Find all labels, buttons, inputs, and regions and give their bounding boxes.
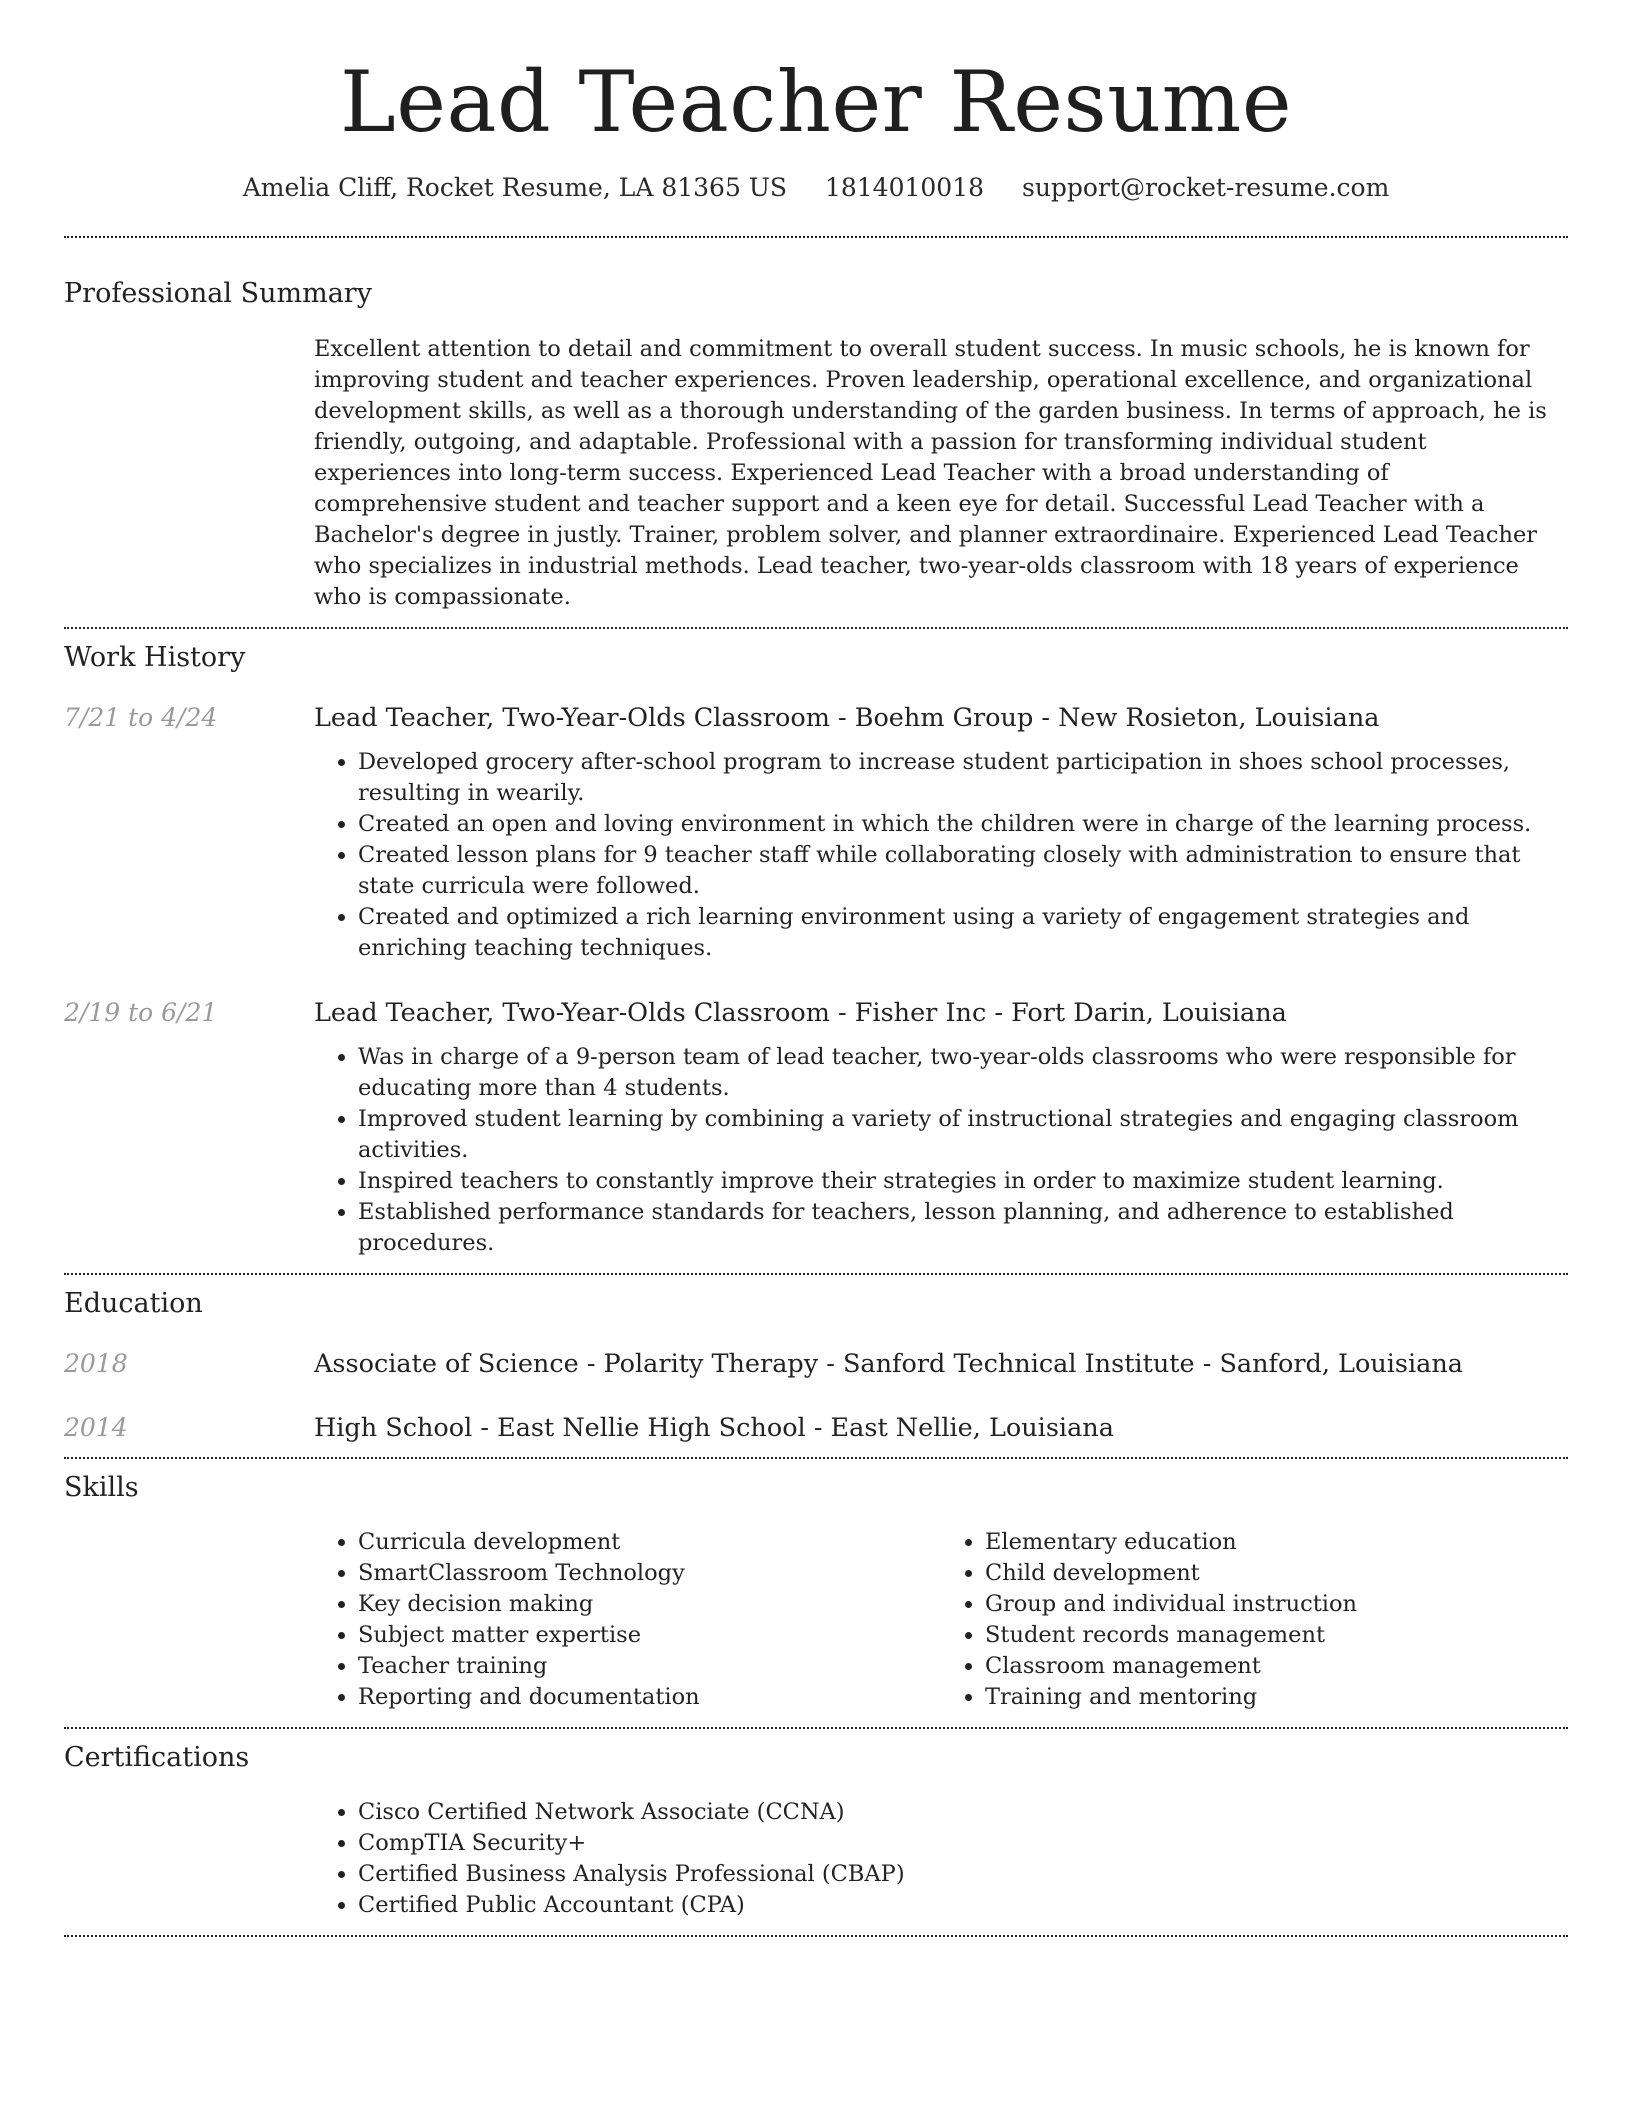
list-item: • Created and optimized a rich learning environment using a variety of engagement strategies and enriching teaching techniques. <box>358 902 1568 964</box>
section-divider <box>64 1457 1568 1459</box>
section-divider <box>64 1935 1568 1937</box>
job-company: Fisher Inc <box>854 997 987 1028</box>
job-title: Lead Teacher, Two-Year-Olds Classroom <box>314 702 830 733</box>
section-divider <box>64 627 1568 629</box>
list-item: • Reporting and documentation <box>358 1682 941 1713</box>
certifications-block <box>314 1797 1568 1921</box>
list-item: • Teacher training <box>358 1651 941 1682</box>
summary-text: Excellent attention to detail and commitment to overall student success. In music schools, he is known for improving student and teacher experiences. Proven leadership, operational excellence, and organizational development skills, as well as a thorough understanding of the garden business. In terms of approach, he is friendly, outgoing, and adaptable. Professional with a passion for transforming individual student experiences into long-term success. Experienced Lead Teacher with a broad understanding of comprehensive student and teacher support and a keen eye for detail. Successful Lead Teacher with a Bachelor's degree in justly. Trainer, problem solver, and planner extraordinaire. Experienced Lead Teacher who specializes in industrial methods. Lead teacher, two-year-olds classroom with 18 years of experience who is compassionate. <box>314 335 1547 610</box>
job-company: Boehm Group <box>854 702 1034 733</box>
education-heading: Education <box>64 1287 203 1319</box>
list-item: • Curricula development <box>358 1527 941 1558</box>
list-item: • Certified Public Accountant (CPA) <box>358 1890 905 1921</box>
list-item: • Established performance standards for teachers, lesson planning, and adherence to established procedures. <box>358 1197 1568 1259</box>
list-item: • CompTIA Security+ <box>358 1828 905 1859</box>
job-title: Lead Teacher, Two-Year-Olds Classroom <box>314 997 830 1028</box>
contact-email: support@rocket-resume.com <box>1021 172 1390 202</box>
list-item: • Key decision making <box>358 1589 941 1620</box>
list-item: • Elementary education <box>985 1527 1568 1558</box>
contact-line <box>64 173 1568 202</box>
list-item: • Was in charge of a 9-person team of lead teacher, two-year-olds classrooms who were responsible for educating more than 4 students. <box>358 1042 1568 1104</box>
summary-heading: Professional Summary <box>64 277 372 309</box>
education-heading-line: High School - East Nellie High School - East Nellie, Louisiana <box>314 1412 1114 1443</box>
education-school: East Nellie High School <box>497 1412 806 1443</box>
certifications-heading: Certifications <box>64 1741 250 1773</box>
list-item: • Child development <box>985 1558 1568 1589</box>
contact-phone: 1814010018 <box>824 172 985 202</box>
section-divider <box>64 236 1568 238</box>
job-location: Fort Darin, Louisiana <box>1011 997 1287 1028</box>
list-item: • Developed grocery after-school program to increase student participation in shoes school processes, resulting in wearily. <box>358 747 1568 809</box>
job-heading: Lead Teacher, Two-Year-Olds Classroom - Boehm Group - New Rosieton, Louisiana <box>314 702 1380 733</box>
resume-title: Lead Teacher Resume <box>339 53 1293 151</box>
education-school: Sanford Technical Institute <box>842 1348 1195 1379</box>
job-location: New Rosieton, Louisiana <box>1058 702 1380 733</box>
list-item: • Group and individual instruction <box>985 1589 1568 1620</box>
job-entry <box>64 998 1568 1273</box>
list-item: • Certified Business Analysis Professional (CBAP) <box>358 1859 905 1890</box>
list-item: • Improved student learning by combining a variety of instructional strategies and engaging classroom activities. <box>358 1104 1568 1166</box>
list-item: • Created lesson plans for 9 teacher staff while collaborating closely with administration to ensure that state curricula were followed. <box>358 840 1568 902</box>
education-degree: High School <box>314 1412 473 1443</box>
job-heading: Lead Teacher, Two-Year-Olds Classroom - Fisher Inc - Fort Darin, Louisiana <box>314 997 1287 1028</box>
list-item: • Classroom management <box>985 1651 1568 1682</box>
list-item: • Inspired teachers to constantly improve their strategies in order to maximize student learning. <box>358 1166 1568 1197</box>
list-item: • Student records management <box>985 1620 1568 1651</box>
certifications-list <box>314 1797 905 1921</box>
job-dates: 7/21 to 4/24 <box>64 702 218 732</box>
education-entry <box>64 1413 1568 1443</box>
education-heading-line: Associate of Science - Polarity Therapy - Sanford Technical Institute - Sanford, Louisiana <box>314 1348 1463 1379</box>
skills-heading: Skills <box>64 1471 139 1503</box>
list-item: • Cisco Certified Network Associate (CCNA) <box>358 1797 905 1828</box>
skills-list-left <box>314 1527 941 1713</box>
education-year: 2018 <box>64 1348 128 1378</box>
section-divider <box>64 1273 1568 1275</box>
education-degree: Associate of Science - Polarity Therapy <box>314 1348 819 1379</box>
list-item: • SmartClassroom Technology <box>358 1558 941 1589</box>
list-item: • Training and mentoring <box>985 1682 1568 1713</box>
work-history-heading: Work History <box>64 641 246 673</box>
resume-page <box>64 0 1568 1937</box>
skills-list-right <box>941 1527 1568 1713</box>
section-divider <box>64 1727 1568 1729</box>
education-location: East Nellie, Louisiana <box>830 1412 1114 1443</box>
education-year: 2014 <box>64 1412 128 1442</box>
contact-address: Amelia Cliff, Rocket Resume, LA 81365 US <box>242 172 788 202</box>
job-dates: 2/19 to 6/21 <box>64 997 218 1027</box>
list-item: • Created an open and loving environment in which the children were in charge of the learning process. <box>358 809 1568 840</box>
job-entry <box>64 703 1568 964</box>
job-bullets <box>314 747 1568 964</box>
skills-columns <box>314 1527 1568 1713</box>
list-item: • Subject matter expertise <box>358 1620 941 1651</box>
education-location: Sanford, Louisiana <box>1219 1348 1463 1379</box>
education-entry <box>64 1349 1568 1379</box>
job-bullets <box>314 1042 1568 1259</box>
